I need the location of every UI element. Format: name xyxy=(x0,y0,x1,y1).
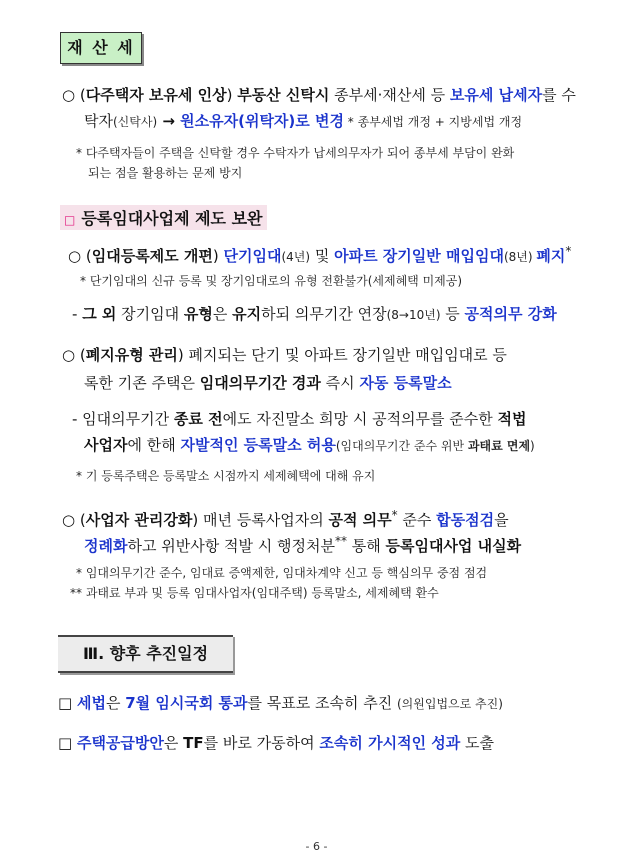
note-2: * 단기임대의 신규 등록 및 장기임대로의 유형 전환불가(세제혜택 미제공) xyxy=(80,274,463,288)
section-title-schedule: Ⅲ. 향후 추진일정 xyxy=(58,635,233,673)
paragraph-rental-reform: ○ (임대등록제도 개편) 단기임대(4년) 및 아파트 장기일반 매입임대(8년) 폐지* xyxy=(68,244,572,265)
note-3: * 기 등록주택은 등록말소 시점까지 세제혜택에 대해 유지 xyxy=(76,469,376,483)
paragraph-operator-management: ○ (사업자 관리강화) 매년 등록사업자의 공적 의무* 준수 합동점검을 xyxy=(62,508,509,529)
section-title-rental-registration: □ 등록임대사업제 제도 보완 xyxy=(60,205,267,230)
dash-item-voluntary-line2: 사업자에 한해 자발적인 등록말소 허용(임대의무기간 준수 위반 과태료 면제) xyxy=(84,436,535,454)
page-number: - 6 - xyxy=(305,840,328,853)
note-1-line1: * 다주택자들이 주택을 신탁할 경우 수탁자가 납세의무자가 되어 종부세 부담이 완화 xyxy=(76,146,515,160)
section-title-property-tax: 재 산 세 xyxy=(60,32,142,64)
paragraph-abolished-type: ○ (폐지유형 관리) 폐지되는 단기 및 아파트 장기일반 매입임대로 등 xyxy=(62,346,507,364)
schedule-item-tax-law: □ 세법은 7월 임시국회 통과를 목표로 조속히 추진 (의원입법으로 추진) xyxy=(58,694,503,712)
dash-item-long-term: - 그 외 장기임대 유형은 유지하되 의무기간 연장(8→10년) 등 공적의무 강화 xyxy=(72,305,557,323)
note-4: * 임대의무기간 준수, 임대료 증액제한, 임대차계약 신고 등 핵심의무 중점 점검 xyxy=(76,566,488,580)
schedule-item-housing-supply: □ 주택공급방안은 TF를 바로 가동하여 조속히 가시적인 성과 도출 xyxy=(58,734,495,752)
paragraph-trust-tax-line2: 탁자(신탁사) → 원소유자(위탁자)로 변경 * 종부세법 개정 + 지방세법 개정 xyxy=(84,112,523,130)
dash-item-voluntary: - 임대의무기간 종료 전에도 자진말소 희망 시 공적의무를 준수한 적법 xyxy=(72,410,527,428)
paragraph-operator-management-line2: 정례화하고 위반사항 적발 시 행정처분** 통해 등록임대사업 내실화 xyxy=(84,534,522,555)
note-5: ** 과태료 부과 및 등록 임대사업자(임대주택) 등록말소, 세제혜택 환수 xyxy=(70,586,439,600)
note-1-line2: 되는 점을 활용하는 문제 방지 xyxy=(88,166,243,180)
paragraph-abolished-type-line2: 록한 기존 주택은 임대의무기간 경과 즉시 자동 등록말소 xyxy=(84,374,452,392)
paragraph-trust-tax: ○ (다주택자 보유세 인상) 부동산 신탁시 종부세·재산세 등 보유세 납세자를 수 xyxy=(62,86,576,104)
square-marker-icon: □ xyxy=(64,213,76,227)
